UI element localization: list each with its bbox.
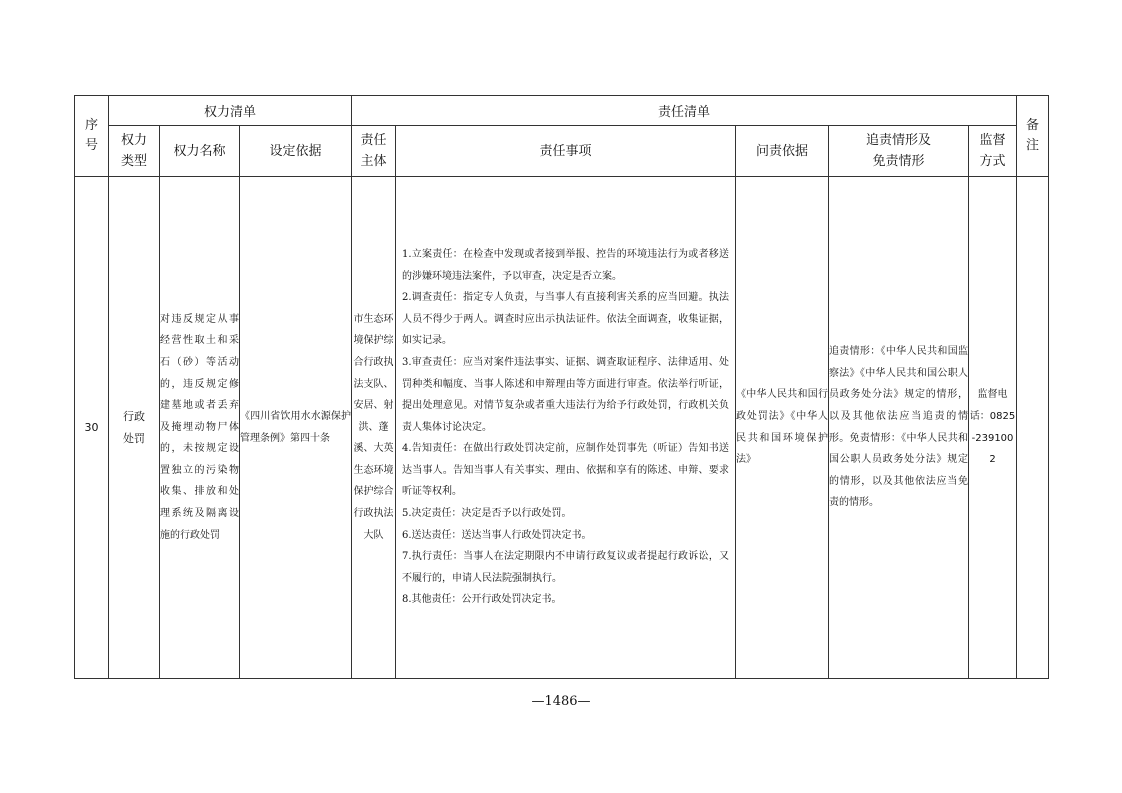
duty-item: 7.执行责任：当事人在法定期限内不申请行政复议或者提起行政诉讼，又不履行的，申请人民法院强制执行。 (402, 551, 729, 584)
header-accountability-basis: 问责依据 (736, 126, 829, 177)
cell-power-name: 对违反规定从事经营性取土和采石（砂）等活动的，违反规定修建墓地或者丢弃及掩埋动物尸体的，未按规定设置独立的污染物收集、排放和处理系统及隔离设施的行政处罚 (160, 177, 240, 679)
cell-power-type: 行政处罚 (109, 177, 160, 679)
cell-duty-subject: 市生态环境保护综合行政执法支队、安居、射洪、蓬溪、大英生态环境保护综合行政执法大队 (352, 177, 396, 679)
header-duty-subject: 责任主体 (352, 126, 396, 177)
header-accountability-cases: 追责情形及免责情形 (829, 126, 969, 177)
duty-item: 8.其他责任：公开行政处罚决定书。 (402, 594, 562, 606)
cell-duty-items (396, 177, 736, 679)
duty-item: 3.审查责任：应当对案件违法事实、证据、调查取证程序、法律适用、处罚种类和幅度、当事人陈述和申辩理由等方面进行审查。依法举行听证，提出处理意见。对情节复杂或者重大违法行为给予行政处罚，行政机关负责人集体讨论决定。 (402, 356, 729, 433)
cell-basis: 《四川省饮用水水源保护管理条例》第四十条 (240, 177, 352, 679)
header-duty-list: 责任清单 (352, 96, 1017, 126)
duty-items-list (396, 244, 735, 611)
cell-accountability-basis: 《中华人民共和国行政处罚法》《中华人民共和国环境保护法》 (736, 177, 829, 679)
header-power-name: 权力名称 (160, 126, 240, 177)
duty-item: 5.决定责任：决定是否予以行政处罚。 (402, 508, 572, 520)
table-row (75, 177, 1049, 679)
header-power-type: 权力类型 (109, 126, 160, 177)
header-power-list: 权力清单 (109, 96, 352, 126)
header-duty-items: 责任事项 (396, 126, 736, 177)
cell-remarks (1017, 177, 1049, 679)
page-number: —1486— (531, 694, 591, 709)
power-duty-table (74, 95, 1049, 679)
cell-accountability-cases: 追责情形：《中华人民共和国监察法》《中华人民共和国公职人员政务处分法》规定的情形，以及其他依法应当追责的情形。免责情形：《中华人民共和国公职人员政务处分法》规定的情形，以及其他依法应当免责的情形。 (829, 177, 969, 679)
cell-seq: 30 (75, 177, 109, 679)
header-remarks: 备注 (1017, 96, 1049, 177)
cell-supervision: 监督电话：0825-2391002 (969, 177, 1017, 679)
header-supervision: 监督方式 (969, 126, 1017, 177)
duty-item: 4.告知责任：在做出行政处罚决定前，应制作处罚事先（听证）告知书送达当事人。告知当事人有关事实、理由、依据和享有的陈述、申辩、要求听证等权利。 (402, 443, 729, 498)
duty-item: 2.调查责任：指定专人负责，与当事人有直接利害关系的应当回避。执法人员不得少于两人。调查时应出示执法证件。依法全面调查，收集证据，如实记录。 (402, 292, 729, 347)
header-basis: 设定依据 (240, 126, 352, 177)
duty-item: 6.送达责任：送达当事人行政处罚决定书。 (402, 529, 592, 541)
header-seq: 序号 (75, 96, 109, 177)
duty-item: 1.立案责任：在检查中发现或者接到举报、控告的环境违法行为或者移送的涉嫌环境违法案件，予以审查，决定是否立案。 (402, 248, 729, 282)
